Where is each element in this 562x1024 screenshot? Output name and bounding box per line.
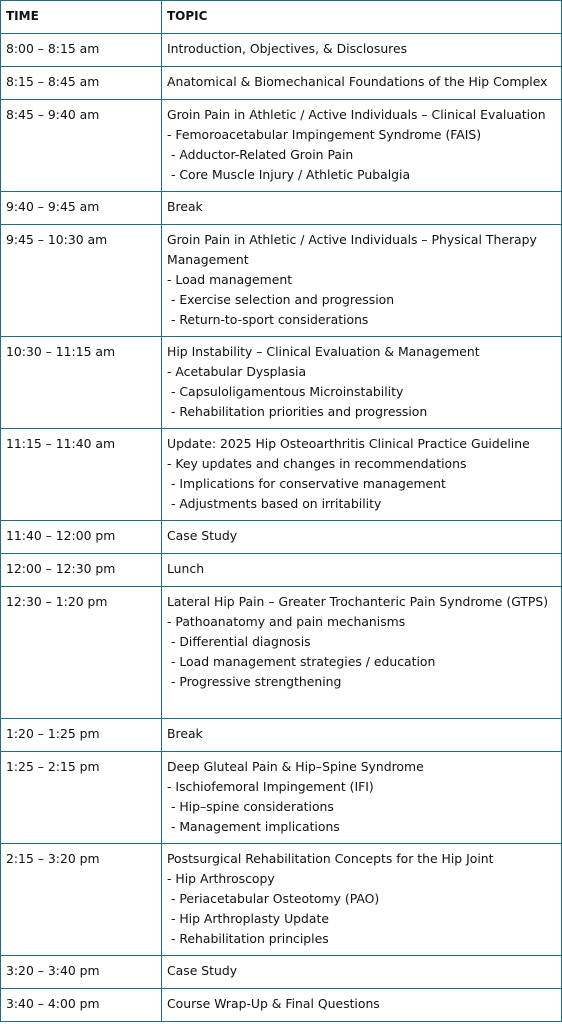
- time-text: 8:45 – 9:40 am: [6, 107, 100, 122]
- time-cell: [1, 989, 162, 1022]
- topic-cell: [162, 192, 562, 225]
- time-cell: [1, 844, 162, 956]
- topic-cell: [162, 844, 562, 956]
- topic-subitem: - Load management strategies / education: [167, 654, 436, 669]
- topic-subitem: - Exercise selection and progression: [167, 292, 395, 307]
- topic-cell: [162, 67, 562, 100]
- topic-subitem: - Return-to-sport considerations: [167, 312, 369, 327]
- topic-cell: [162, 521, 562, 554]
- topic-subitem: - Ischiofemoral Impingement (IFI): [167, 779, 374, 794]
- time-text: 3:20 – 3:40 pm: [6, 963, 100, 978]
- topic-title: Groin Pain in Athletic / Active Individuals – Physical Therapy Management: [167, 232, 537, 267]
- topic-subitem: - Core Muscle Injury / Athletic Pubalgia: [167, 167, 411, 182]
- time-cell: [1, 225, 162, 337]
- table-row: [1, 989, 562, 1022]
- topic-subitem: - Hip Arthroplasty Update: [167, 911, 329, 926]
- table-row: [1, 554, 562, 587]
- table-row: [1, 521, 562, 554]
- table-row: [1, 587, 562, 719]
- time-text: 1:25 – 2:15 pm: [6, 759, 100, 774]
- time-text: 11:40 – 12:00 pm: [6, 528, 116, 543]
- time-text: 2:15 – 3:20 pm: [6, 851, 100, 866]
- header-row: [1, 1, 562, 34]
- time-cell: [1, 34, 162, 67]
- topic-subitem: - Differential diagnosis: [167, 634, 311, 649]
- time-text: 12:30 – 1:20 pm: [6, 594, 108, 609]
- table-row: [1, 100, 562, 192]
- table-row: [1, 956, 562, 989]
- table-row: [1, 429, 562, 521]
- time-text: 3:40 – 4:00 pm: [6, 996, 100, 1011]
- topic-subitem: - Capsuloligamentous Microinstability: [167, 384, 404, 399]
- table-row: [1, 192, 562, 225]
- time-text: 9:40 – 9:45 am: [6, 199, 100, 214]
- topic-cell: [162, 752, 562, 844]
- topic-title: Hip Instability – Clinical Evaluation & Management: [167, 344, 480, 359]
- time-cell: [1, 100, 162, 192]
- topic-subitem: - Adjustments based on irritability: [167, 496, 382, 511]
- topic-cell: [162, 429, 562, 521]
- time-cell: [1, 587, 162, 719]
- time-text: 10:30 – 11:15 am: [6, 344, 116, 359]
- topic-cell: [162, 554, 562, 587]
- time-text: 9:45 – 10:30 am: [6, 232, 108, 247]
- time-column-header: TIME: [1, 1, 162, 34]
- time-text: 1:20 – 1:25 pm: [6, 726, 100, 741]
- topic-column-header: TOPIC: [162, 1, 562, 34]
- topic-cell: [162, 989, 562, 1022]
- topic-title: Course Wrap-Up & Final Questions: [167, 996, 380, 1011]
- topic-title: Lunch: [167, 561, 205, 576]
- topic-cell: [162, 337, 562, 429]
- topic-subitem: - Rehabilitation priorities and progression: [167, 404, 428, 419]
- topic-title: Break: [167, 199, 203, 214]
- time-text: 8:15 – 8:45 am: [6, 74, 100, 89]
- table-row: [1, 844, 562, 956]
- topic-subitem: - Periacetabular Osteotomy (PAO): [167, 891, 380, 906]
- table-row: [1, 67, 562, 100]
- topic-title: Case Study: [167, 963, 238, 978]
- topic-subitem: - Femoroacetabular Impingement Syndrome (FAIS): [167, 127, 482, 142]
- time-cell: [1, 554, 162, 587]
- topic-subitem: - Adductor-Related Groin Pain: [167, 147, 354, 162]
- topic-subitem: - Load management: [167, 272, 293, 287]
- time-cell: [1, 67, 162, 100]
- table-row: [1, 34, 562, 67]
- topic-cell: [162, 587, 562, 719]
- topic-subitem: - Progressive strengthening: [167, 674, 342, 689]
- topic-title: Groin Pain in Athletic / Active Individuals – Clinical Evaluation: [167, 107, 546, 122]
- topic-cell: [162, 225, 562, 337]
- topic-title: Case Study: [167, 528, 238, 543]
- topic-subitem: - Management implications: [167, 819, 340, 834]
- time-cell: [1, 752, 162, 844]
- table-row: [1, 752, 562, 844]
- time-cell: [1, 429, 162, 521]
- table-row: [1, 337, 562, 429]
- time-cell: [1, 337, 162, 429]
- time-cell: [1, 956, 162, 989]
- table-row: [1, 225, 562, 337]
- topic-subitem: - Acetabular Dysplasia: [167, 364, 307, 379]
- time-text: 8:00 – 8:15 am: [6, 41, 100, 56]
- time-cell: [1, 192, 162, 225]
- topic-cell: [162, 100, 562, 192]
- topic-subitem: - Key updates and changes in recommendations: [167, 456, 467, 471]
- topic-title: Break: [167, 726, 203, 741]
- topic-cell: [162, 34, 562, 67]
- topic-subitem: - Pathoanatomy and pain mechanisms: [167, 614, 406, 629]
- topic-title: Anatomical & Biomechanical Foundations of the Hip Complex: [167, 74, 548, 89]
- time-text: 12:00 – 12:30 pm: [6, 561, 116, 576]
- topic-title: Update: 2025 Hip Osteoarthritis Clinical Practice Guideline: [167, 436, 530, 451]
- time-cell: [1, 719, 162, 752]
- topic-title: Lateral Hip Pain – Greater Trochanteric Pain Syndrome (GTPS): [167, 594, 549, 609]
- topic-subitem: - Implications for conservative management: [167, 476, 446, 491]
- topic-cell: [162, 956, 562, 989]
- topic-cell: [162, 719, 562, 752]
- topic-subitem: - Hip–spine considerations: [167, 799, 334, 814]
- time-text: 11:15 – 11:40 am: [6, 436, 116, 451]
- time-cell: [1, 521, 162, 554]
- topic-subitem: - Rehabilitation principles: [167, 931, 329, 946]
- topic-title: Introduction, Objectives, & Disclosures: [167, 41, 408, 56]
- topic-subitem: - Hip Arthroscopy: [167, 871, 275, 886]
- table-row: [1, 719, 562, 752]
- topic-title: Postsurgical Rehabilitation Concepts for the Hip Joint: [167, 851, 494, 866]
- topic-title: Deep Gluteal Pain & Hip–Spine Syndrome: [167, 759, 424, 774]
